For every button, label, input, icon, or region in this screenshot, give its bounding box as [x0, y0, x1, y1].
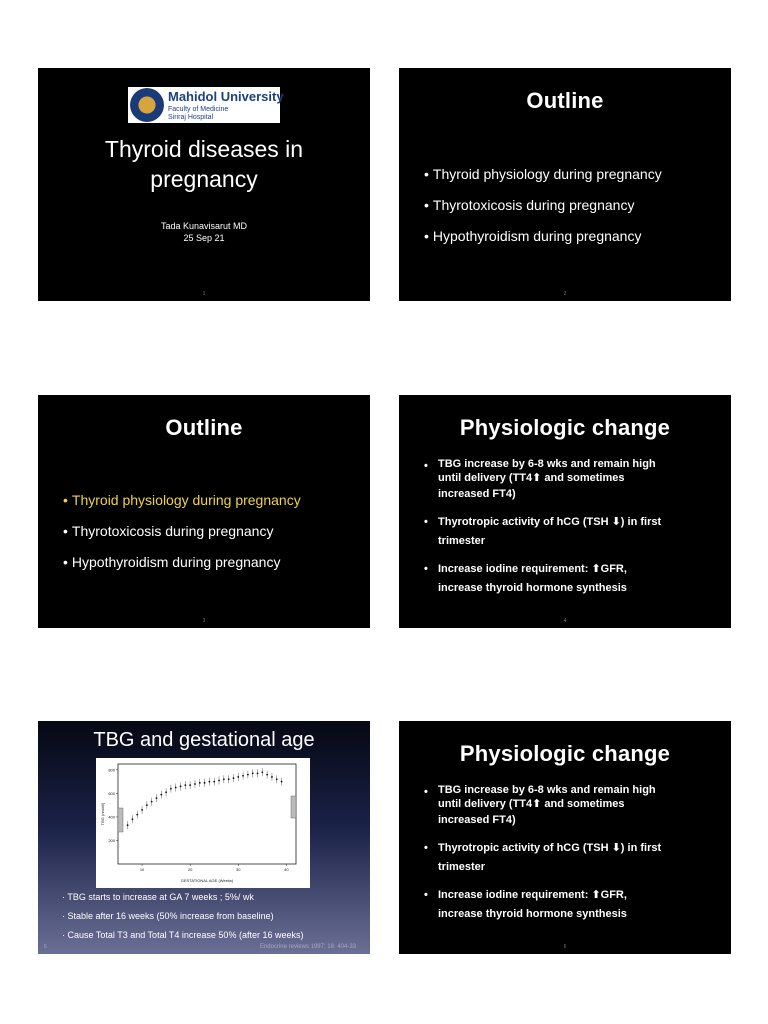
slide-title: Physiologic change — [459, 741, 671, 766]
data-point — [141, 809, 143, 811]
data-point — [281, 781, 283, 783]
university-logo — [128, 87, 284, 123]
author-block — [38, 220, 370, 244]
date: 25 Sep 21 — [183, 233, 225, 243]
data-point — [127, 824, 129, 826]
list-item: • Hypothyroidism during pregnancy — [63, 554, 281, 570]
data-point — [228, 778, 230, 780]
data-point — [276, 778, 278, 780]
data-point — [204, 782, 206, 784]
y-tick-label: 800 — [108, 767, 115, 773]
bullet-list — [424, 457, 711, 607]
author: Tada Kunavisarut MD — [160, 221, 248, 231]
plot-frame — [118, 764, 296, 864]
list-item: • Thyrotoxicosis during pregnancy — [424, 197, 635, 213]
data-point — [242, 775, 244, 777]
slide-number: 1 — [202, 291, 206, 297]
slide-number: 5 — [44, 944, 47, 950]
y-tick-label: 400 — [108, 814, 115, 820]
data-point — [257, 773, 259, 775]
list-item: · TBG starts to increase at GA 7 weeks ; 5%/ wk — [62, 892, 254, 902]
list-item: • Increase iodine requirement: ⬆GFR, increase thyroid hormone synthesis — [424, 563, 627, 594]
data-point — [213, 781, 215, 783]
term-band — [291, 796, 296, 818]
slide-title: TBG and gestational age — [93, 729, 315, 751]
slide-4 — [399, 395, 731, 628]
list-item: • Increase iodine requirement: ⬆GFR, increase thyroid hormone synthesis — [424, 889, 627, 920]
data-point — [194, 783, 196, 785]
citation: Endocrine reviews 1997; 18: 404-33 — [259, 944, 356, 950]
x-tick-label: 20 — [187, 867, 193, 872]
up-arrow-icon: ⬆ — [532, 798, 542, 810]
list-item: • Thyrotropic activity of hCG (TSH ⬇) in first trimester — [424, 516, 662, 547]
x-axis-label: GESTATIONAL AGE (Weeks) — [180, 878, 234, 883]
bullet-list — [424, 783, 711, 933]
slide-number: 4 — [563, 618, 567, 624]
data-point — [189, 784, 191, 786]
logo-line-2: Faculty of Medicine Siriraj Hospital — [168, 106, 229, 121]
list-item: · Cause Total T3 and Total T4 increase 50% (after 16 weeks) — [62, 930, 304, 940]
data-point — [209, 781, 211, 783]
data-point — [146, 804, 148, 806]
tbg-chart-svg — [96, 758, 310, 888]
slide-title: Thyroid diseases in pregnancy — [104, 136, 304, 192]
outline-list — [63, 492, 362, 585]
x-tick-label: 40 — [284, 867, 289, 872]
up-arrow-icon: ⬆ — [591, 563, 601, 575]
data-point — [233, 777, 235, 779]
list-item: · Stable after 16 weeks (50% increase from baseline) — [62, 911, 274, 921]
data-point — [160, 794, 162, 796]
baseline-band — [118, 808, 123, 832]
slide-6 — [399, 721, 731, 954]
university-seal-icon — [130, 88, 164, 122]
y-tick-label: 200 — [108, 837, 115, 843]
data-point — [199, 782, 201, 784]
slide-2 — [399, 68, 731, 301]
list-item: • TBG increase by 6-8 wks and remain high until delivery (TT4⬆ and sometimes increased FT4) — [424, 784, 656, 826]
data-point — [165, 791, 167, 793]
slide-1 — [38, 68, 370, 301]
data-point — [218, 780, 220, 782]
y-axis-label: TBG (nmol/l) — [100, 802, 105, 826]
list-item: • Thyroid physiology during pregnancy — [424, 166, 662, 182]
list-item: • TBG increase by 6-8 wks and remain high until delivery (TT4⬆ and sometimes increased FT4) — [424, 458, 656, 500]
data-point — [132, 818, 134, 820]
data-point — [271, 776, 273, 778]
slide-title: Outline — [165, 415, 243, 440]
slide-number: 3 — [202, 618, 206, 624]
data-point — [151, 801, 153, 803]
data-point — [266, 774, 268, 776]
slide-title: Outline — [526, 88, 604, 113]
data-point — [261, 771, 263, 773]
x-tick-label: 30 — [236, 867, 241, 872]
down-arrow-icon: ⬇ — [611, 842, 621, 854]
slide-title: Physiologic change — [459, 415, 671, 440]
data-point — [223, 778, 225, 780]
up-arrow-icon: ⬆ — [591, 889, 601, 901]
list-item-highlighted: • Thyroid physiology during pregnancy — [63, 492, 301, 508]
up-arrow-icon: ⬆ — [532, 472, 542, 484]
data-point — [237, 776, 239, 778]
list-item: • Thyrotoxicosis during pregnancy — [63, 523, 274, 539]
x-tick-label: 10 — [139, 867, 145, 872]
data-point — [180, 785, 182, 787]
y-tick-label: 600 — [108, 790, 115, 796]
slide-3 — [38, 395, 370, 628]
slide-number: 2 — [563, 291, 567, 297]
data-point — [136, 814, 138, 816]
list-item: • Hypothyroidism during pregnancy — [424, 228, 642, 244]
data-point — [247, 774, 249, 776]
bullet-list — [62, 891, 303, 948]
tbg-chart — [96, 758, 310, 888]
down-arrow-icon: ⬇ — [611, 516, 621, 528]
list-item: • Thyrotropic activity of hCG (TSH ⬇) in first trimester — [424, 842, 662, 873]
data-point — [184, 784, 186, 786]
data-point — [175, 787, 177, 789]
slide-5 — [38, 721, 370, 954]
data-point — [156, 797, 158, 799]
data-point — [252, 773, 254, 775]
data-point — [170, 788, 172, 790]
logo-line-1: Mahidol University — [168, 89, 284, 104]
outline-list — [424, 166, 723, 259]
slide-number: 6 — [563, 944, 567, 950]
